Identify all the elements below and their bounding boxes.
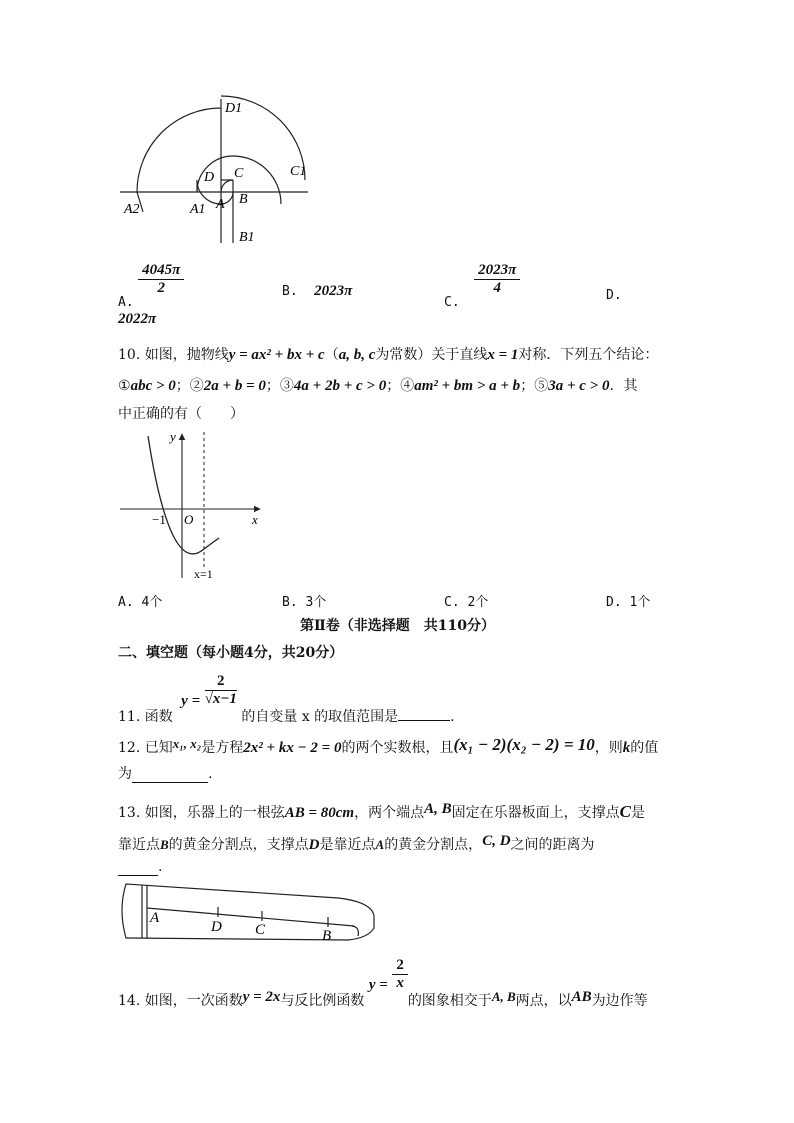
q10-line3: 中正确的有（ ） (118, 406, 244, 422)
text: 是靠近点 (319, 837, 376, 853)
math-d: D (308, 837, 320, 853)
conclusion-1: abc > 0 (130, 378, 176, 394)
q13-line3 (118, 858, 162, 876)
option-value: 2023π (314, 283, 353, 299)
q11 (118, 673, 455, 726)
math-equation: 2x² + kx − 2 = 0 (243, 740, 342, 756)
label-c: C (255, 922, 266, 938)
answer-blank[interactable] (132, 768, 208, 783)
fraction (205, 673, 237, 708)
q10-option-a: A. 4个 (118, 595, 163, 610)
text: 为 (118, 766, 132, 782)
text: 的值 (630, 740, 659, 756)
text: 14. 如图，一次函数 (118, 993, 243, 1009)
numerator: 2023π (474, 262, 520, 280)
q10-option-d: D. 1个 (606, 595, 651, 610)
sep: ； (265, 378, 280, 394)
text: 是方程 (201, 740, 244, 756)
conclusion-4: am² + bm > a + b (414, 378, 521, 394)
axis-x-label: x (252, 512, 258, 527)
label-d1: D1 (225, 101, 243, 116)
math-ab: A, B (424, 801, 452, 817)
mark-4: ④ (400, 378, 415, 394)
axis-y-label: y (170, 429, 176, 444)
text: 的图象相交于 (407, 993, 492, 1009)
text: 靠近点 (118, 837, 160, 853)
math-c: C (619, 802, 631, 821)
math-ab-side: AB (571, 989, 592, 1005)
label-a2: A2 (124, 202, 140, 217)
math-roots: x₁, x₂ (172, 736, 202, 751)
math-axis: x = 1 (487, 347, 519, 363)
q12-line2 (118, 765, 212, 783)
q9-option-d-value: 2022π (118, 311, 157, 327)
instrument-figure (118, 880, 378, 942)
math-ab: A, B (491, 989, 516, 1004)
text: . (450, 709, 455, 725)
numerator: 2 (392, 957, 408, 975)
math-k: k (622, 740, 631, 756)
label-a: A (216, 197, 225, 212)
section2-title: 二、填空题（每小题4分，共20分） (118, 645, 344, 661)
text: 的黄金分割点， (384, 837, 483, 853)
label-b1: B1 (239, 230, 255, 245)
text: 固定在乐器板面上，支撑点 (451, 805, 620, 821)
text: 10. 如图，抛物线 (118, 347, 229, 363)
label-b: B (322, 928, 332, 942)
math-y: y = (181, 693, 201, 709)
math-condition: (x₁ − 2)(x₂ − 2) = 10 (453, 735, 595, 754)
text: 是 (630, 805, 645, 821)
label-c1: C1 (290, 164, 307, 179)
math-params: a, b, c (338, 347, 376, 363)
q14 (118, 957, 648, 1010)
text: 11. 函数 (118, 709, 173, 725)
text: 两点，以 (515, 993, 572, 1009)
q13-line1 (118, 800, 645, 822)
origin-label: O (184, 512, 194, 527)
fraction (474, 262, 520, 297)
q10-line2 (118, 377, 637, 395)
text: 对称．下列五个结论： (518, 347, 659, 363)
text: 12. 已知 (118, 740, 173, 756)
text: ，两个端点 (354, 805, 425, 821)
math-ab-length: AB = 80cm (284, 805, 355, 821)
sep: ； (386, 378, 401, 394)
option-label: B. (282, 284, 298, 299)
answer-blank[interactable] (398, 708, 450, 721)
denominator: x (396, 975, 404, 991)
q9-option-d (606, 286, 622, 305)
spiral-figure (118, 95, 318, 247)
text: . (158, 859, 163, 875)
label-d: D (211, 919, 222, 935)
symmetry-axis-label: x=1 (194, 567, 213, 581)
q10-option-b: B. 3个 (282, 595, 327, 610)
tick-neg1: −1 (152, 512, 166, 527)
mark-2: ② (189, 378, 204, 394)
conclusion-3: 4a + 2b + c > 0 (293, 378, 387, 394)
option-label: C. (444, 295, 460, 310)
q10-line1 (118, 346, 658, 364)
text: ，则 (594, 740, 623, 756)
conclusion-2: 2a + b = 0 (203, 378, 266, 394)
part2-title: 第Ⅱ卷（非选择题 共110分） (300, 618, 496, 634)
text: ．其 (609, 378, 638, 394)
text: . (208, 766, 213, 782)
q10-option-c: C. 2个 (444, 595, 489, 610)
math-b: B (160, 837, 169, 852)
text: 的黄金分割点，支撑点 (168, 837, 309, 853)
text: 13. 如图，乐器上的一根弦 (118, 805, 285, 821)
text: 为常数）关于直线 (375, 347, 488, 363)
conclusion-5: 3a + c > 0 (548, 378, 610, 394)
label-a: A (150, 910, 160, 926)
mark-3: ③ (279, 378, 294, 394)
denominator: 4 (493, 280, 501, 296)
fraction (392, 957, 408, 992)
text: 的两个实数根，且 (341, 740, 454, 756)
text: 为边作等 (591, 993, 648, 1009)
math-a: A (375, 837, 385, 852)
q12-line1 (118, 735, 658, 757)
option-label: A. (118, 295, 134, 310)
q9-option-c (444, 262, 520, 312)
mark-5: ⑤ (534, 378, 549, 394)
q9-option-a (118, 262, 184, 312)
text: 与反比例函数 (280, 993, 365, 1009)
math-cd: C, D (482, 833, 511, 849)
q9-option-b (282, 282, 352, 301)
sep: ； (520, 378, 535, 394)
label-a1: A1 (190, 202, 206, 217)
math-parabola: y = ax² + bx + c (228, 347, 325, 363)
label-c: C (234, 166, 244, 181)
text: 之间的距离为 (510, 837, 595, 853)
mark-1: ① (118, 378, 131, 394)
math-linear: y = 2x (242, 989, 281, 1005)
answer-blank[interactable] (118, 861, 158, 876)
numerator: 4045π (138, 262, 184, 280)
parabola-graph (118, 428, 268, 583)
math-y: y = (368, 977, 388, 993)
q13-line2 (118, 832, 595, 854)
sep: ； (175, 378, 190, 394)
denominator: 2 (157, 280, 165, 296)
text: 的自变量 x 的取值范围是 (241, 709, 399, 725)
option-label: D. (606, 288, 622, 303)
label-b: B (239, 192, 248, 207)
denominator: √x−1 (204, 691, 237, 707)
fraction (138, 262, 184, 297)
label-d: D (204, 170, 215, 185)
numerator: 2 (205, 673, 237, 691)
text: （ (324, 347, 339, 363)
